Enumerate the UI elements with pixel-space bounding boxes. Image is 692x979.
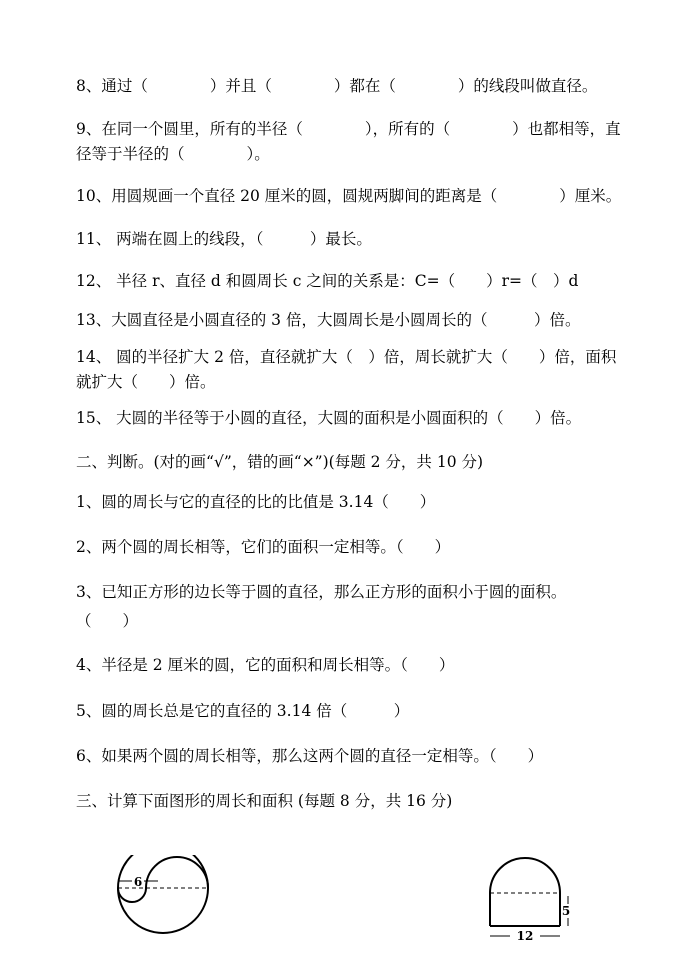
judge-3-line2: （ ）: [76, 612, 139, 630]
judge-2: 2、两个圆的周长相等，它们的面积一定相等。（ ）: [76, 538, 451, 556]
judge-3-line1: 3、已知正方形的边长等于圆的直径，那么正方形的面积小于圆的面积。: [76, 583, 567, 601]
question-9-line2: 径等于半径的（ ）。: [76, 145, 270, 163]
judge-1: 1、圆的周长与它的直径的比的比值是 3.14（ ）: [76, 493, 436, 511]
judge-5: 5、圆的周长总是它的直径的 3.14 倍（ ）: [76, 702, 410, 720]
figure-2-arch-shape: [480, 848, 580, 948]
figure-2-width-label: 12: [516, 929, 534, 943]
judge-4: 4、半径是 2 厘米的圆，它的面积和周长相等。（ ）: [76, 656, 455, 674]
question-14-line2: 就扩大（ ）倍。: [76, 373, 216, 391]
question-10: 10、用圆规画一个直径 20 厘米的圆，圆规两脚间的距离是（ ）厘米。: [76, 187, 622, 205]
question-15: 15、 大圆的半径等于小圆的直径，大圆的面积是小圆面积的（ ）倍。: [76, 409, 582, 427]
calc-heading: 三、计算下面图形的周长和面积 (每题 8 分，共 16 分): [76, 792, 453, 810]
question-8: 8、通过（ ）并且（ ）都在（ ）的线段叫做直径。: [76, 77, 598, 95]
figure-2-height-label: 5: [561, 904, 571, 918]
figure-2-semicircle-arc: [490, 858, 560, 893]
figure-1-label: 6: [133, 875, 143, 889]
question-14-line1: 14、 圆的半径扩大 2 倍，直径就扩大（ ）倍，周长就扩大（ ）倍，面积: [76, 348, 617, 366]
figure-1-semicircle-shape: [108, 855, 218, 955]
judge-6: 6、如果两个圆的周长相等，那么这两个圆的直径一定相等。（ ）: [76, 747, 544, 765]
question-13: 13、大圆直径是小圆直径的 3 倍，大圆周长是小圆周长的（ ）倍。: [76, 311, 581, 329]
question-11: 11、 两端在圆上的线段，（ ）最长。: [76, 230, 372, 248]
judge-heading: 二、判断。(对的画“√”，错的画“×”)(每题 2 分，共 10 分): [76, 453, 484, 471]
question-9-line1: 9、在同一个圆里，所有的半径（ ），所有的（ ）也都相等，直: [76, 120, 621, 138]
question-12: 12、 半径 r、直径 d 和圆周长 c 之间的关系是：C=（ ）r=（ ）d: [76, 272, 579, 290]
figure-1-small-arc: [118, 888, 146, 902]
figure-1-large-lower-arc: [118, 888, 208, 933]
